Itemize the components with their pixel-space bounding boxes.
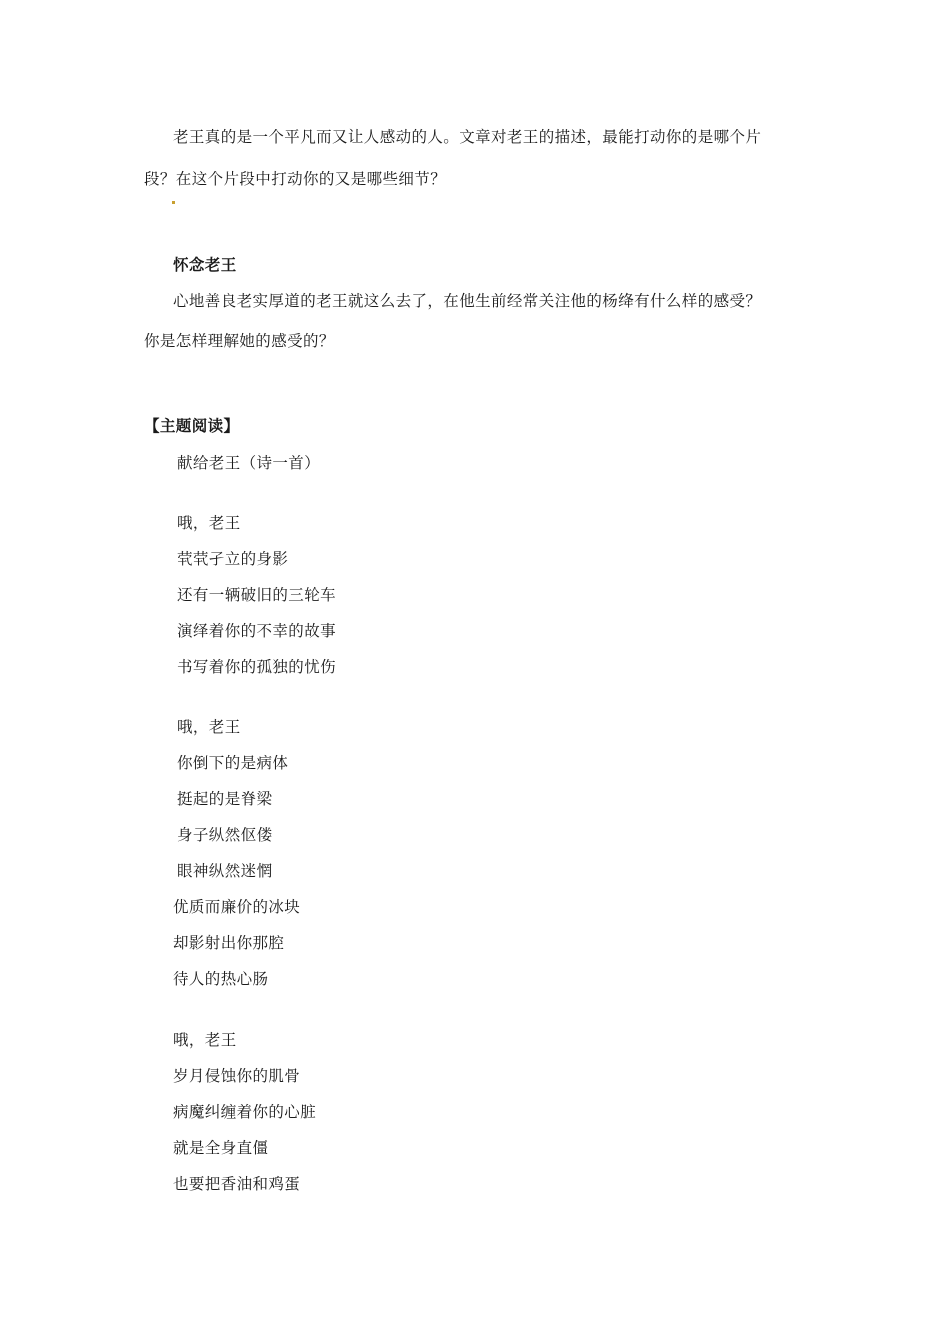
- section-line-2: 你是怎样理解她的感受的？: [144, 332, 335, 350]
- poem-line: 还有一辆破旧的三轮车: [177, 586, 337, 604]
- section-heading: 怀念老王: [173, 255, 237, 274]
- edit-mark: [172, 201, 175, 204]
- poem-line: 书写着你的孤独的忧伤: [177, 658, 337, 676]
- poem-line: 哦，老王: [177, 514, 241, 532]
- poem-line: 茕茕孑立的身影: [177, 550, 289, 568]
- poem-line: 哦，老王: [173, 1031, 237, 1049]
- poem-title: 献给老王（诗一首）: [177, 454, 321, 472]
- poem-line: 却影射出你那腔: [173, 934, 285, 952]
- poem-line: 岁月侵蚀你的肌骨: [173, 1067, 301, 1085]
- poem-line: 也要把香油和鸡蛋: [173, 1175, 301, 1193]
- poem-line: 病魔纠缠着你的心脏: [173, 1103, 317, 1121]
- question-line-2: 段？在这个片段中打动你的又是哪些细节？: [144, 170, 447, 188]
- poem-line: 挺起的是脊梁: [177, 790, 273, 808]
- question-line-1: 老王真的是一个平凡而又让人感动的人。文章对老王的描述，最能打动你的是哪个片: [173, 128, 762, 146]
- poem-line: 身子纵然伛偻: [177, 826, 273, 844]
- poem-line: 演绎着你的不幸的故事: [177, 622, 337, 640]
- section-line-1: 心地善良老实厚道的老王就这么去了，在他生前经常关注他的杨绛有什么样的感受？: [173, 292, 762, 310]
- poem-line: 眼神纵然迷惘: [177, 862, 273, 880]
- poem-line: 优质而廉价的冰块: [173, 898, 301, 916]
- poem-line: 就是全身直僵: [173, 1139, 269, 1157]
- poem-line: 待人的热心肠: [173, 970, 269, 988]
- poem-line: 哦，老王: [177, 718, 241, 736]
- reading-heading: 【主题阅读】: [144, 416, 240, 435]
- poem-line: 你倒下的是病体: [177, 754, 289, 772]
